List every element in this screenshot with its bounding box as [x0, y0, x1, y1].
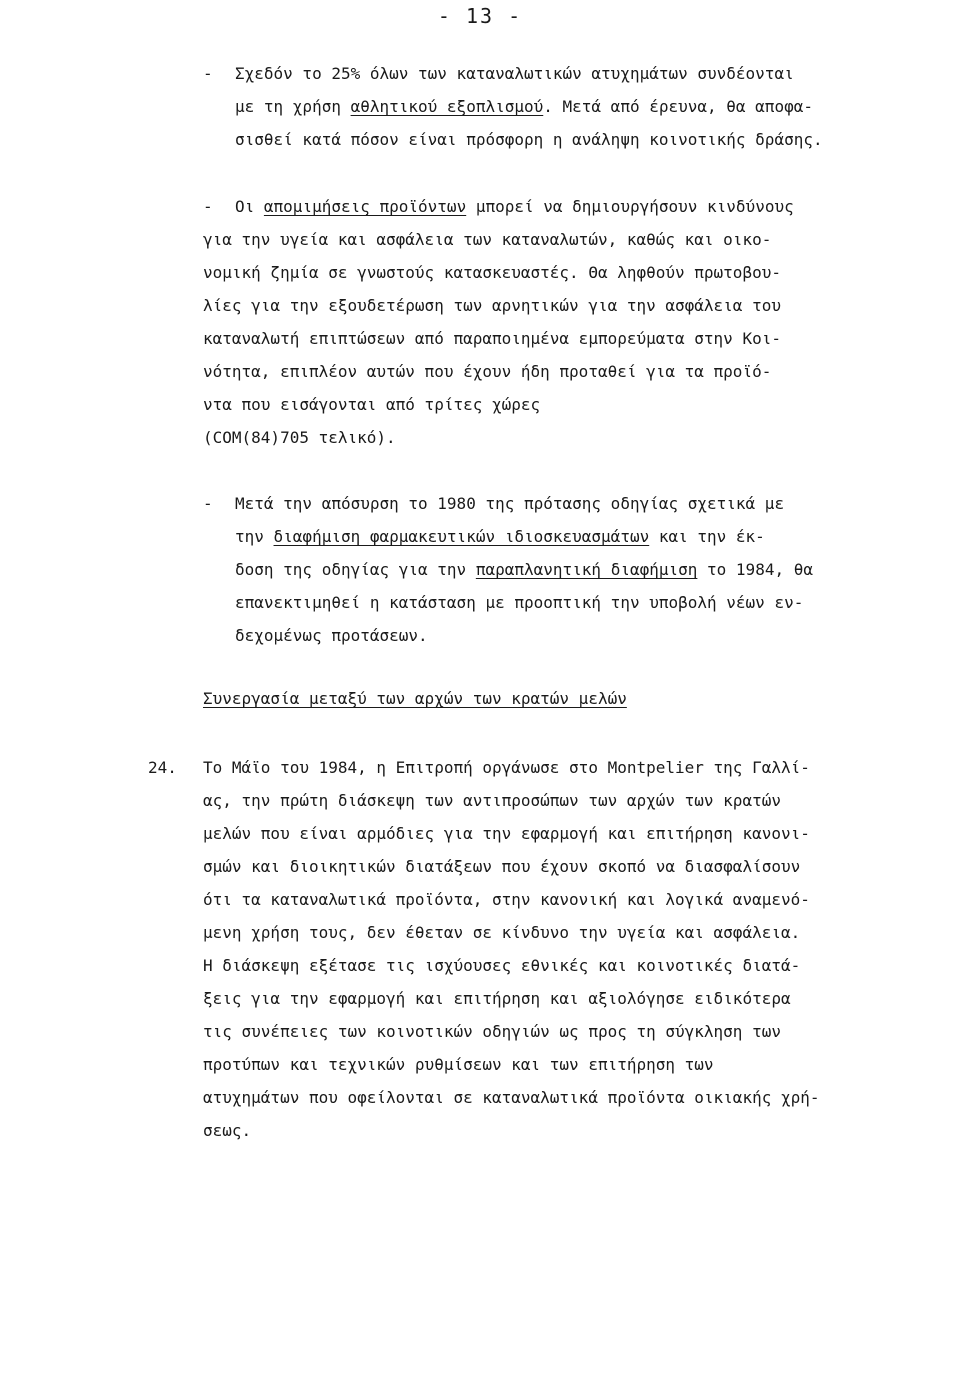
- text-line: ξεις για την εφαρμογή και επιτήρηση και αξιολόγησε ειδικότερα: [203, 989, 791, 1008]
- text-line: καταναλωτή επιπτώσεων από παραποιημένα εμπορεύματα στην Κοι-: [203, 329, 781, 348]
- text-line: νομική ζημία σε γνωστούς κατασκευαστές. Θα ληφθούν πρωτοβου-: [203, 263, 781, 282]
- text-run: μπορεί να δημιουργήσουν κινδύνους: [466, 197, 794, 216]
- underlined-term: αθλητικού εξοπλισμού: [350, 97, 544, 116]
- text-line: σεως.: [203, 1121, 252, 1140]
- underlined-term: διαφήμιση φαρμακευτικών ιδιοσκευασμάτων: [273, 527, 650, 546]
- bullet-dash: -: [203, 64, 213, 83]
- bullet-dash: -: [203, 197, 213, 216]
- text-line: ατυχημάτων που οφείλονται σε καταναλωτικά προϊόντα οικιακής χρή-: [203, 1088, 820, 1107]
- text-line: [235, 562, 813, 578]
- document-reference: (COM(84)705 τελικό).: [203, 428, 396, 447]
- text-line: Το Μάϊο του 1984, η Επιτροπή οργάνωσε στο Montpelier της Γαλλί-: [203, 758, 810, 777]
- section-heading: [203, 691, 627, 707]
- text-run: . Μετά από έρευνα, θα αποφα-: [543, 97, 813, 116]
- text-line: για την υγεία και ασφάλεια των καταναλωτών, καθώς και οικο-: [203, 230, 772, 249]
- text-line: [235, 99, 813, 115]
- text-line: ότι τα καταναλωτικά προϊόντα, στην κανονική και λογικά αναμενό-: [203, 890, 810, 909]
- bullet-dash: -: [203, 494, 213, 513]
- text-line: επανεκτιμηθεί η κατάσταση με προοπτική την υποβολή νέων εν-: [235, 593, 804, 612]
- page-number: - 13 -: [437, 4, 523, 28]
- text-line: Μετά την απόσυρση το 1980 της πρότασης οδηγίας σχετικά με: [235, 494, 785, 513]
- text-line: προτύπων και τεχνικών ρυθμίσεων και των επιτήρηση των: [203, 1055, 714, 1074]
- text-line: σισθεί κατά πόσον είναι πρόσφορη η ανάληψη κοινοτικής δράσης.: [235, 130, 823, 149]
- text-line: μελών που είναι αρμόδιες για την εφαρμογή και επιτήρηση κανονι-: [203, 824, 810, 843]
- text-run: το 1984, θα: [697, 560, 813, 579]
- text-line: δεχομένως προτάσεων.: [235, 626, 428, 645]
- text-line: ας, την πρώτη διάσκεψη των αντιπροσώπων των αρχών των κρατών: [203, 791, 781, 810]
- text-line: λίες για την εξουδετέρωση των αρνητικών για την ασφάλεια του: [203, 296, 781, 315]
- text-run: την: [235, 527, 274, 546]
- text-run: Οι: [235, 197, 264, 216]
- paragraph-number: 24.: [148, 758, 177, 777]
- text-run: με τη χρήση: [235, 97, 351, 116]
- text-line: μενη χρήση τους, δεν έθεταν σε κίνδυνο την υγεία και ασφάλεια.: [203, 923, 801, 942]
- text-line: Σχεδόν το 25% όλων των καταναλωτικών ατυχημάτων συνδέονται: [235, 64, 794, 83]
- text-line: νότητα, επιπλέον αυτών που έχουν ήδη προταθεί για τα προϊό-: [203, 362, 772, 381]
- underlined-term: απομιμήσεις προϊόντων: [263, 197, 467, 216]
- section-heading-text: Συνεργασία μεταξύ των αρχών των κρατών μελών: [203, 689, 627, 708]
- text-line: [235, 199, 794, 215]
- text-line: Η διάσκεψη εξέτασε τις ισχύουσες εθνικές και κοινοτικές διατά-: [203, 956, 801, 975]
- text-line: ντα που εισάγονται από τρίτες χώρες: [203, 395, 541, 414]
- text-line: σμών και διοικητικών διατάξεων που έχουν σκοπό να διασφαλίσουν: [203, 857, 801, 876]
- text-run: και την έκ-: [649, 527, 765, 546]
- underlined-term: παραπλανητική διαφήμιση: [475, 560, 698, 579]
- text-line: [235, 529, 765, 545]
- text-line: τις συνέπειες των κοινοτικών οδηγιών ως προς τη σύγκληση των: [203, 1022, 781, 1041]
- text-run: δοση της οδηγίας για την: [235, 560, 476, 579]
